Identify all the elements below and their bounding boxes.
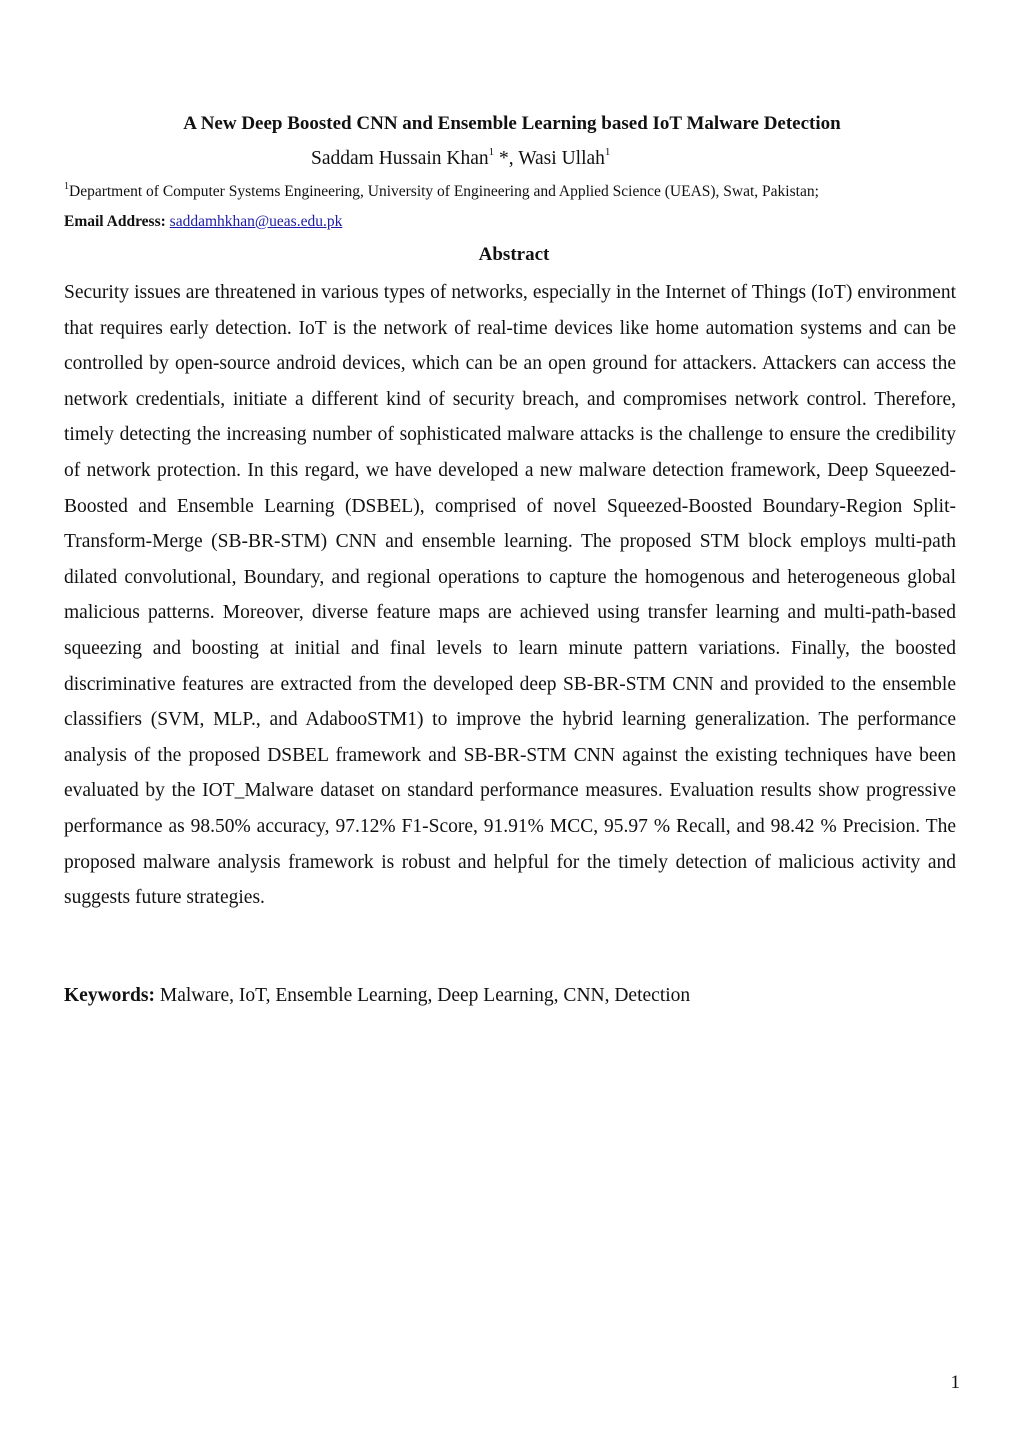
affiliation [64,181,819,203]
author-line [311,146,610,172]
abstract-heading: Abstract [478,244,550,265]
author-separator: *, [494,148,519,169]
affiliation-text: Department of Computer Systems Engineering, University of Engineering and Applied Science (UEAS), Swat, Pakistan; [69,183,819,200]
affiliation-mark: 1 [488,146,495,158]
paper-title [0,112,1024,136]
email-line [64,211,342,233]
page-number: 1 [950,1372,960,1393]
email-link[interactable]: saddamhkhan@ueas.edu.pk [169,213,343,230]
keywords-line [64,982,690,1010]
keywords-label: Keywords: [64,985,155,1006]
abstract-text: Security issues are threatened in various types of networks, especially in the Internet of Things (IoT) environment that requires early detection. IoT is the network of real-time devices like home automation systems and can be controlled by open-source android devices, which can be an open ground for attackers. Attackers can access the network credentials, initiate a different kind of security breach, and compromises network control. Therefore, timely detecting the increasing number of sophisticated malware attacks is the challenge to ensure the credibility of network protection. In this regard, we have developed a new malware detection framework, Deep Squeezed-Boosted and Ensemble Learning (DSBEL), comprised of novel Squeezed-Boosted Boundary-Region Split-Transform-Merge (SB-BR-STM) CNN and ensemble learning. The proposed STM block employs multi-path dilated convolutional, Boundary, and regional operations to capture the homogenous and heterogeneous global malicious patterns. Moreover, diverse feature maps are achieved using transfer learning and multi-path-based squeezing and boosting at initial and final levels to learn minute pattern variations. Finally, the boosted discriminative features are extracted from the developed deep SB-BR-STM CNN and provided to the ensemble classifiers (SVM, MLP., and AdabooSTM1) to improve the hybrid learning generalization. The performance analysis of the proposed DSBEL framework and SB-BR-STM CNN against the existing techniques have been evaluated by the IOT_Malware dataset on standard performance measures. Evaluation results show progressive performance as 98.50% accuracy, 97.12% F1-Score, 91.91% MCC, 95.97 % Recall, and 98.42 % Precision. The proposed malware analysis framework is robust and helpful for the timely detection of malicious activity and suggests future strategies. [64,282,956,909]
affiliation-mark: 1 [64,181,69,192]
keywords-text: Malware, IoT, Ensemble Learning, Deep Learning, CNN, Detection [155,985,691,1006]
paper-title-text: A New Deep Boosted CNN and Ensemble Learning based IoT Malware Detection [183,113,841,134]
email-label: Email Address: [64,213,166,230]
author-name: Saddam Hussain Khan [311,148,489,169]
author-name: Wasi Ullah [518,148,605,169]
affiliation-mark: 1 [604,146,611,158]
